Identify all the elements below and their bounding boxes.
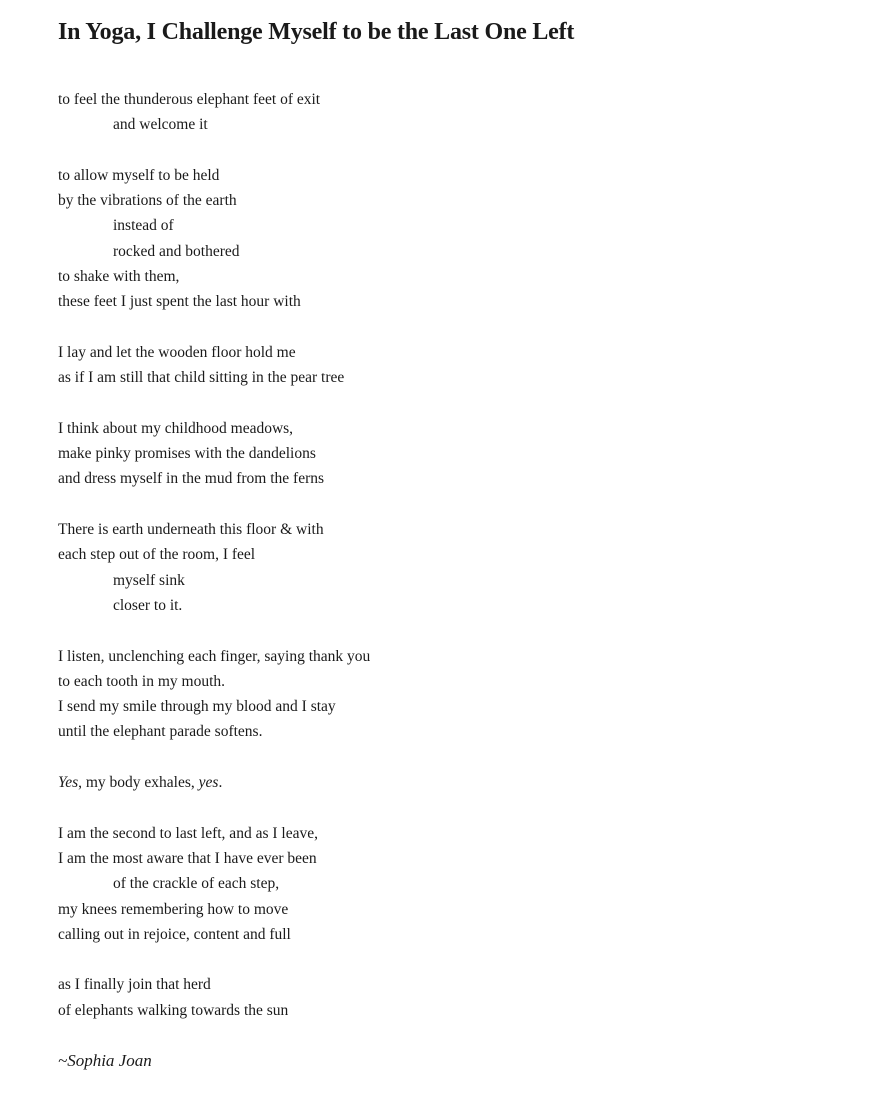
emphasis-yes-start: Yes: [58, 774, 79, 792]
stanza-8: [58, 821, 822, 947]
poem-line: I lay and let the wooden floor hold me: [58, 343, 296, 361]
poem-line: these feet I just spent the last hour with: [58, 293, 301, 311]
poem-line: calling out in rejoice, content and full: [58, 925, 291, 943]
poem-body: [58, 87, 822, 1074]
poem-line-indented: instead of: [113, 217, 174, 235]
poem-line: to allow myself to be held: [58, 166, 220, 184]
poem-line: and dress myself in the mud from the ferns: [58, 470, 325, 488]
line-period: .: [218, 774, 223, 792]
emphasis-yes-end: yes: [198, 774, 219, 792]
poem-line: I am the second to last left, and as I leave,: [58, 824, 318, 842]
stanza-4: [58, 416, 822, 492]
poem-line-indented: of the crackle of each step,: [113, 875, 280, 893]
poem-line-indented: and welcome it: [113, 116, 208, 134]
line-middle-text: , my body exhales,: [78, 774, 199, 792]
poem-line: to each tooth in my mouth.: [58, 672, 226, 690]
poem-line: as if I am still that child sitting in the pear tree: [58, 369, 345, 387]
poem-line: [58, 770, 822, 795]
poem-line: make pinky promises with the dandelions: [58, 445, 316, 463]
poem-line: to shake with them,: [58, 268, 180, 286]
poem-line: I think about my childhood meadows,: [58, 419, 294, 437]
poem-line-indented: rocked and bothered: [113, 242, 240, 260]
poem-line: my knees remembering how to move: [58, 900, 289, 918]
stanza-7: [58, 770, 822, 795]
stanza-3: [58, 340, 822, 391]
stanza-2: [58, 163, 822, 315]
poem-line: each step out of the room, I feel: [58, 546, 256, 564]
poem-line: of elephants walking towards the sun: [58, 1001, 289, 1019]
stanza-5: [58, 517, 822, 618]
stanza-6: [58, 644, 822, 745]
stanza-9: [58, 972, 822, 1023]
poem-title: In Yoga, I Challenge Myself to be the Last One Left: [58, 19, 575, 45]
stanza-1: [58, 87, 822, 138]
poem-line: I send my smile through my blood and I stay: [58, 698, 336, 716]
poem-line: to feel the thunderous elephant feet of exit: [58, 91, 321, 108]
author-signature: ~Sophia Joan: [58, 1051, 152, 1071]
poem-line: I am the most aware that I have ever been: [58, 849, 317, 867]
poem-line: There is earth underneath this floor & with: [58, 521, 324, 539]
poem-line: until the elephant parade softens.: [58, 723, 263, 741]
poem-line: I listen, unclenching each finger, saying thank you: [58, 647, 371, 665]
poem-line: by the vibrations of the earth: [58, 192, 237, 210]
poem-line-indented: closer to it.: [113, 596, 183, 614]
poem-line: as I finally join that herd: [58, 976, 211, 994]
poem-line-indented: myself sink: [113, 571, 185, 589]
